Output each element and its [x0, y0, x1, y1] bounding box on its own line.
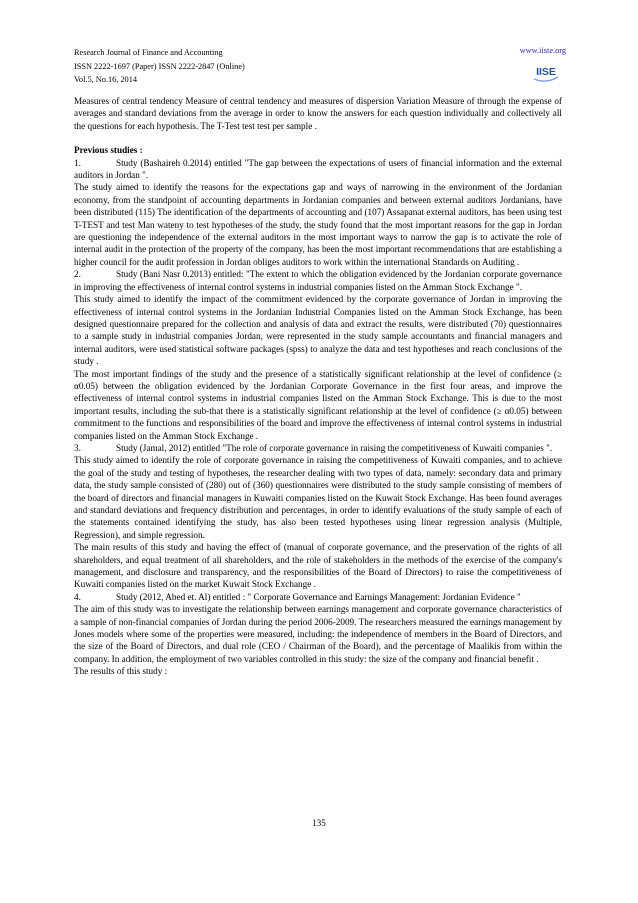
study-title: [74, 268, 562, 293]
study-title: [74, 591, 562, 603]
study-paragraph: The results of this study :: [74, 666, 168, 677]
study-paragraph: This study aimed to identify the role of corporate governance in raising the competitiveness of Kuwaiti companies, and to achieve the goal of the study and testing of hypotheses, the researcher dealing with two types of data, namely: secondary data and primary data, the study sample consisted of (280) out of (360) questionnaires were distributed to the study sample consisting of members of the board of directors and financial managers in Kuwaiti companies listed on the Kuwait Stock Exchange. Has been found averages and standard deviations and frequency distribution and percentages, in order to identify evaluations of the study sample of each of the statements contained identifying the study, has also been tested hypotheses using linear regression analysis (Multiple, Regression), and simple regression.: [74, 455, 562, 540]
study-title-text: Study (Bani Nasr 0.2013) entitled: "The extent to which the obligation evidenced by the Jordanian corporate governance in improving the effectiveness of internal control systems in industrial companies listed on the Amman Stock Exchange ".: [74, 269, 562, 292]
study-number: 4.: [74, 591, 81, 602]
study-title-text: Study (Jamal, 2012) entitled "The role of corporate governance in raising the competitiveness of Kuwaiti companies ".: [116, 442, 553, 453]
page-number: 135: [312, 818, 326, 828]
journal-name: Research Journal of Finance and Accounting: [74, 48, 223, 57]
intro-paragraph: Measures of central tendency Measure of central tendency and measures of dispersion Variation Measure of through the expense of averages and standard deviations from the average in order to know the answers for each question individually and collectively all the questions for each hypothesis. The T-Test test test per sample .: [74, 96, 562, 131]
study-paragraph: This study aimed to identify the impact of the commitment evidenced by the corporate governance of Jordan in improving the effectiveness of internal control systems in the Jordanian Industrial Companies listed on the Amman Stock Exchange, has been designed questionnaire prepared for the collection and analysis of data and extract the results, were distributed (70) questionnaires to a sample study in industrial companies Jordan, were represented in the study sample accountants and financial managers and internal auditors, were used statistical software packages (spss) to analyze the data and test hypotheses and reach conclusions of the study .: [74, 294, 562, 367]
logo-text: IISE: [536, 66, 556, 78]
study-number: 3.: [74, 442, 81, 453]
issn: ISSN 2222-1697 (Paper) ISSN 2222-2847 (Online): [74, 61, 245, 71]
study-title-text: Study (2012, Abed et. Al) entitled : " Corporate Governance and Earnings Management: Jordanian Evidence ": [116, 591, 521, 602]
study-paragraph: The aim of this study was to investigate the relationship between earnings management and corporate governance characteristics of a sample of non-financial companies of Jordan during the period 2006-2009. The researchers measured the earnings management by Jones models where some of the properties were measured, including: the independence of members in the Board of Directors, and the size of the Board of Directors, and dual role (CEO / Chairman of the Board), and the percentage of Maalikis from within the company. In addition, the employment of two variables controlled in this study: the size of the company and financial benefit .: [74, 604, 562, 664]
running-header: [74, 46, 564, 87]
studies-list: [74, 157, 562, 678]
iiste-logo: [532, 62, 560, 82]
website-link[interactable]: www.iiste.org: [519, 46, 566, 55]
study-paragraph: The main results of this study and having the effect of (manual of corporate governance, and the preservation of the rights of all shareholders, and equal treatment of all shareholders, and the role of stakeholders in the methods of the exercise of the company's management, and disclosure and transparency, and the responsibilities of the Board of Directors) to raise the competitiveness of Kuwaiti companies listed on the market Kuwait Stock Exchange .: [74, 542, 562, 590]
volume-issue: Vol.5, No.16, 2014: [74, 75, 137, 84]
study-paragraph: The most important findings of the study and the presence of a statistically significant relationship at the level of confidence (≥ α0.05) between the obligation evidenced by the Jordanian Corporate Governance in the first four areas, and improve the effectiveness of internal control systems in industrial companies listed on the Amman Stock Exchange. This is due to the most important results, including the sub-that there is a statistically significant relationship at the level of confidence (≥ α0.05) between commitment to the functions and responsibilities of the board and improve the effectiveness of internal control systems in industrial companies listed on the Amman Stock Exchange .: [74, 368, 562, 441]
study-paragraph: The study aimed to identify the reasons for the expectations gap and ways of narrowing in the environment of the Jordanian economy, from the standpoint of accounting departments in Jordanian companies and between external auditors Jordanians, have been distributed (115) The identification of the departments of accounting and (107) Assapanat external auditors, has been using test T-TEST and test Man wateny to test hypotheses of the study, the study found that the most important reasons for the gap in Jordan are questioning the independence of the external auditors in the most important ways to narrow the gap is to activate the role of internal audit in the protection of the property of the company, has been the most important recommendations that are establishing a higher council for the audit profession in Jordan obliges auditors to work within the international Standards on Auditing .: [74, 182, 562, 267]
section-heading: Previous studies :: [74, 145, 143, 156]
study-number: 2.: [74, 269, 81, 280]
study-title: [74, 157, 562, 182]
article-body: [74, 95, 562, 678]
study-title: [74, 442, 562, 454]
study-number: 1.: [74, 157, 81, 168]
study-title-text: Study (Bashaireh 0.2014) entitled "The gap between the expectations of users of financial information and the external auditors in Jordan ".: [74, 157, 562, 181]
